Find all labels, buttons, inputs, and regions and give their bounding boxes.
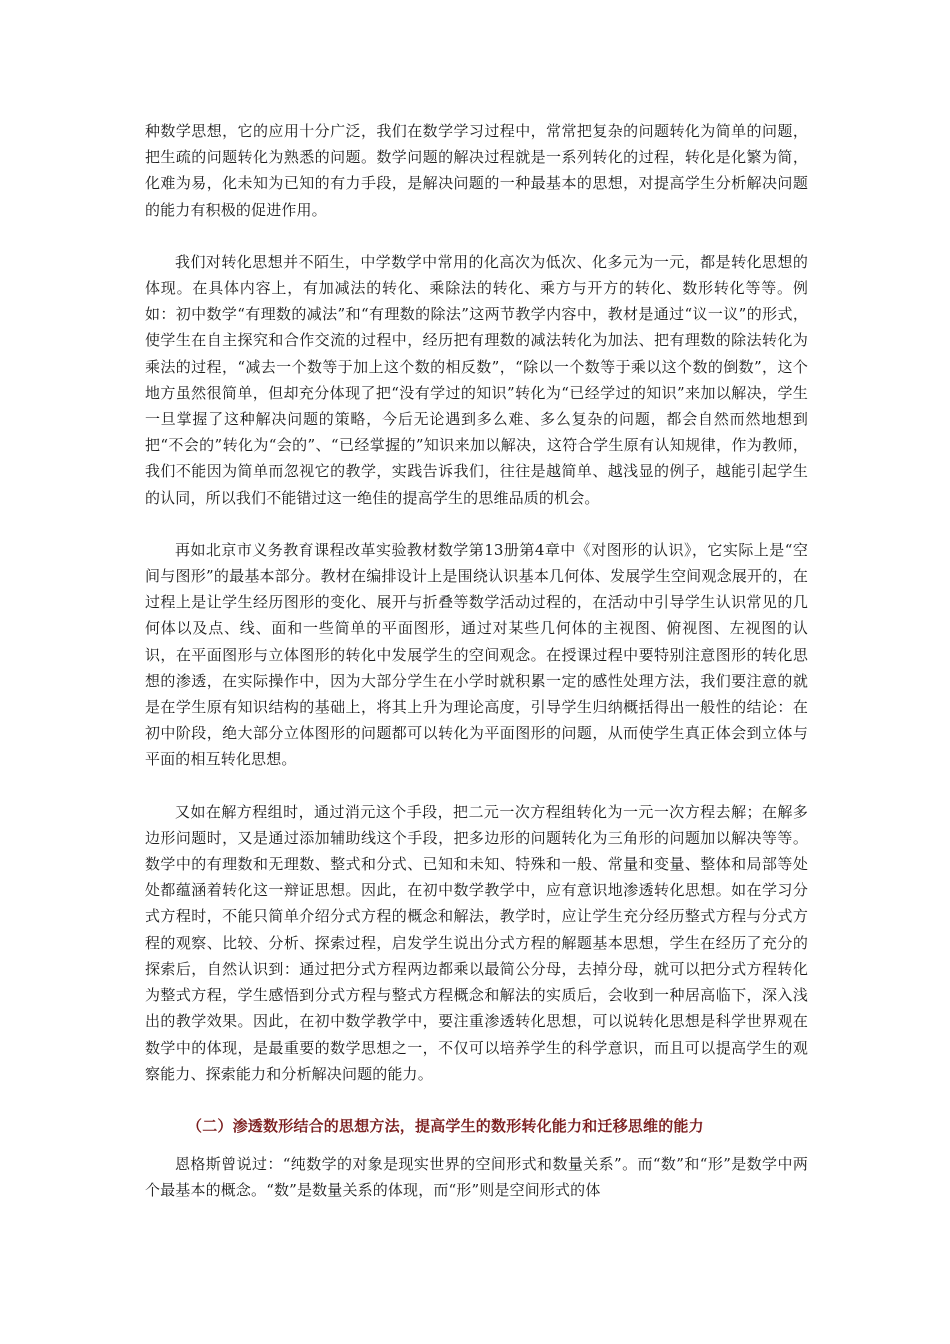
paragraph-equation-example: 又如在解方程组时，通过消元这个手段，把二元一次方程组转化为一元一次方程去解；在解多边形问题时，又是通过添加辅助线这个手段，把多边形的问题转化为三角形的问题加以解决等等。数学中的有理数和无理数、整式和分式、已知和未知、特殊和一般、常量和变量、整体和局部等处处都蕴涵着转化这一辩证思想。因此，在初中数学教学中，应有意识地渗透转化思想。如在学习分式方程时，不能只简单介绍分式方程的概念和解法，教学时，应让学生充分经历整式方程与分式方程的观察、比较、分析、探索过程，启发学生说出分式方程的解题基本思想，学生在经历了充分的探索后，自然认识到：通过把分式方程两边都乘以最简公分母，去掉分母，就可以把分式方程转化为整式方程，学生感悟到分式方程与整式方程概念和解法的实质后，会收到一种居高临下，深入浅出的教学效果。因此，在初中数学教学中，要注重渗透转化思想，可以说转化思想是科学世界观在数学中的体现，是最重要的数学思想之一，不仅可以培养学生的科学意识，而且可以提高学生的观察能力、探索能力和分析解决问题的能力。 <box>145 802 808 1083</box>
paragraph-engels-quote: 恩格斯曾说过：“纯数学的对象是现实世界的空间形式和数量关系”。而“数”和“形”是数学中两个最基本的概念。“数”是数量关系的体现，而“形”则是空间形式的体 <box>145 1154 808 1200</box>
document-body <box>145 118 808 1229</box>
paragraph-continuation: 种数学思想，它的应用十分广泛，我们在数学学习过程中，常常把复杂的问题转化为简单的问题，把生疏的问题转化为熟悉的问题。数学问题的解决过程就是一系列转化的过程，转化是化繁为简，化难为易，化未知为已知的有力手段，是解决问题的一种最基本的思想，对提高学生分析解决问题的能力有积极的促进作用。 <box>145 122 808 219</box>
section-heading: （二）渗透数形结合的思想方法，提高学生的数形转化能力和迁移思维的能力 <box>187 1116 704 1135</box>
paragraph-transformation-thinking: 我们对转化思想并不陌生，中学数学中常用的化高次为低次、化多元为一元，都是转化思想的体现。在具体内容上，有加减法的转化、乘除法的转化、乘方与开方的转化、数形转化等等。例如：初中数学“有理数的减法”和“有理数的除法”这两节教学内容中，教材是通过“议一议”的形式，使学生在自主探究和合作交流的过程中，经历把有理数的减法转化为加法、把有理数的除法转化为乘法的过程，“减去一个数等于加上这个数的相反数”，“除以一个数等于乘以这个数的倒数”，这个地方虽然很简单，但却充分体现了把“没有学过的知识”转化为“已经学过的知识”来加以解决，学生一旦掌握了这种解决问题的策略，今后无论遇到多么难、多么复杂的问题，都会自然而然地想到把“不会的”转化为“会的”、“已经掌握的”知识来加以解决，这符合学生原有认知规律，作为教师，我们不能因为简单而忽视它的教学，实践告诉我们，往往是越简单、越浅显的例子，越能引起学生的认同，所以我们不能错过这一绝佳的提高学生的思维品质的机会。 <box>145 252 808 507</box>
paragraph-geometry-example: 再如北京市义务教育课程改革实验教材数学第13册第4章中《对图形的认识》，它实际上是“空间与图形”的最基本部分。教材在编排设计上是围绕认识基本几何体、发展学生空间观念展开的，在过程上是让学生经历图形的变化、展开与折叠等数学活动过程的，在活动中引导学生认识常见的几何体以及点、线、面和一些简单的平面图形，通过对某些几何体的主视图、俯视图、左视图的认识，在平面图形与立体图形的转化中发展学生的空间观念。在授课过程中要特别注意图形的转化思想的渗透，在实际操作中，因为大部分学生在小学时就积累一定的感性处理方法，我们要注意的就是在学生原有知识结构的基础上，将其上升为理论高度，引导学生归纳概括得出一般性的结论：在初中阶段，绝大部分立体图形的问题都可以转化为平面图形的问题，从而使学生真正体会到立体与平面的相互转化思想。 <box>145 540 808 769</box>
